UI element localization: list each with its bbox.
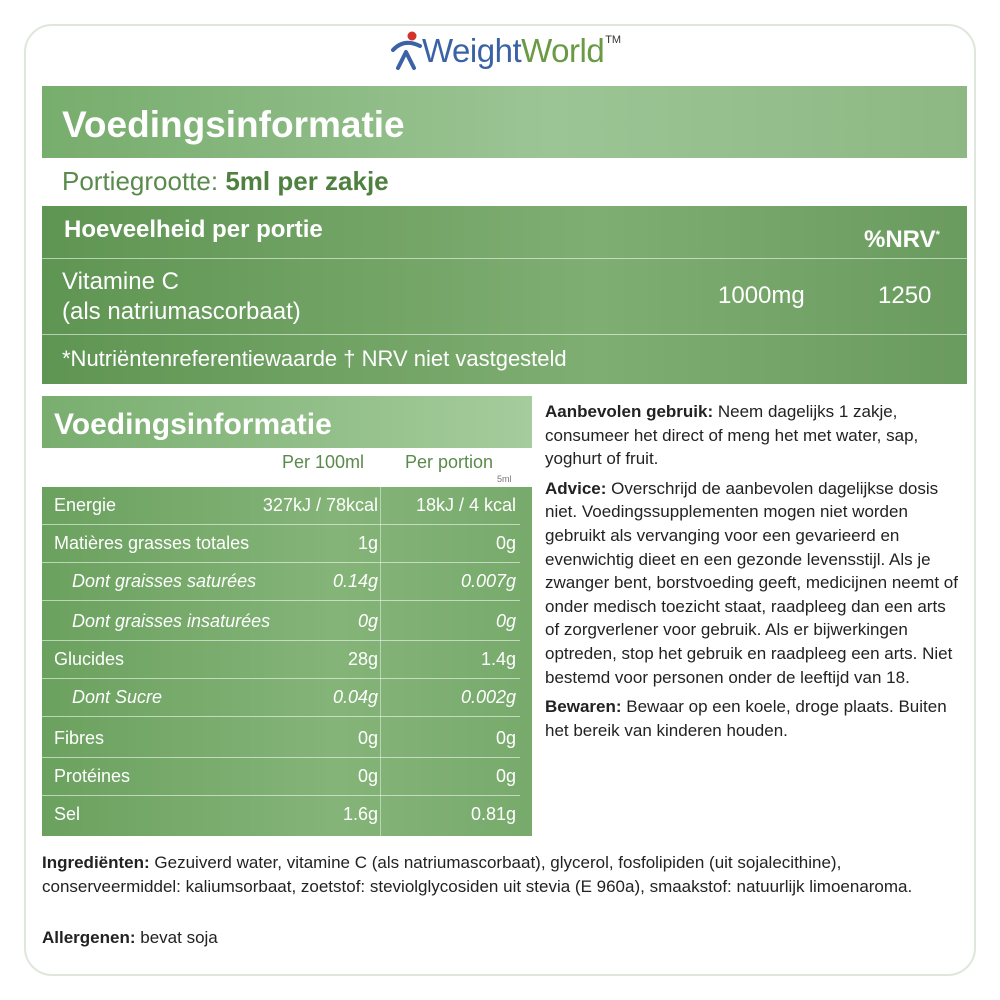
row-label: Dont graisses saturées <box>72 571 257 591</box>
nrv-header-text: %NRV <box>864 226 936 253</box>
row-portion: 0g <box>495 611 516 631</box>
row-portion: 0.81g <box>470 804 516 824</box>
nrv-header <box>864 226 940 254</box>
nutrient-form: (als natriumascorbaat) <box>62 298 301 325</box>
serving-size <box>42 158 967 206</box>
amount-per-serving-header: Hoeveelheid per portie <box>64 216 323 243</box>
row-per100: 1g <box>357 533 378 553</box>
storage-label: Bewaren: <box>545 697 622 717</box>
row-label: Dont Sucre <box>72 687 163 707</box>
row-portion: 0.007g <box>460 571 516 591</box>
panel-divider <box>42 258 967 259</box>
row-portion: 1.4g <box>480 649 516 669</box>
recommended-use-text: Neem dagelijks 1 zakje, consumeer het direct of meng het met water, sap, yoghurt of fruit. <box>545 402 919 469</box>
table-row <box>42 563 532 601</box>
row-portion: 0g <box>495 728 516 748</box>
table-row <box>42 758 532 796</box>
advice-label: Advice: <box>545 478 607 498</box>
nutrition-table <box>42 487 532 836</box>
recommended-use-label: Aanbevolen gebruik: <box>545 402 714 421</box>
trademark-mark: TM <box>605 34 622 46</box>
nutrition-table-title: Voedingsinformatie <box>42 396 532 448</box>
row-portion: 0g <box>495 766 516 786</box>
row-label: Glucides <box>54 649 125 669</box>
allergens-label: Allergenen: <box>42 928 136 947</box>
row-per100: 0g <box>357 728 378 748</box>
nrv-header-mark: * <box>935 229 940 241</box>
ingredients-label: Ingrediënten: <box>42 853 150 872</box>
brand-name-part1: Weight <box>422 31 522 69</box>
table-row <box>42 525 532 563</box>
row-portion: 18kJ / 4 kcal <box>415 495 516 515</box>
row-divider <box>42 600 520 601</box>
row-label: Sel <box>54 804 81 824</box>
serving-size-label: Portiegrootte: <box>62 166 219 196</box>
recommended-use <box>545 400 963 471</box>
vitamin-panel <box>42 206 967 334</box>
ingredients <box>42 851 942 898</box>
row-per100: 327kJ / 78kcal <box>262 495 378 515</box>
table-row <box>42 641 532 679</box>
table-row <box>42 679 532 717</box>
row-per100: 0g <box>357 766 378 786</box>
row-divider <box>42 716 520 717</box>
ingredients-text: Gezuiverd water, vitamine C (als natriumascorbaat), glycerol, fosfolipiden (uit sojalecithine), conserveermiddel: kaliumsorbaat, zoetstof: steviolglycosiden uit stevia (E 960a), smaakstof: natuurlijk limoenaroma. <box>42 853 913 896</box>
top-panel-title: Voedingsinformatie <box>42 86 967 158</box>
brand-logo <box>390 26 621 74</box>
storage-text: Bewaar op een koele, droge plaats. Buiten het bereik van kinderen houden. <box>545 697 947 740</box>
row-per100: 0g <box>357 611 378 631</box>
row-label: Dont graisses insaturées <box>72 611 271 631</box>
row-per100: 0.04g <box>332 687 378 707</box>
table-row <box>42 796 532 834</box>
row-per100: 1.6g <box>342 804 378 824</box>
table-row <box>42 487 532 525</box>
column-header-per100: Per 100ml <box>282 452 365 472</box>
nutrient-name: Vitamine C <box>62 268 179 295</box>
row-portion: 0g <box>495 533 516 553</box>
row-label: Energie <box>54 495 117 515</box>
column-portion-note: 5ml <box>497 474 512 484</box>
nrv-footnote: *Nutriëntenreferentiewaarde † NRV niet vastgesteld <box>42 334 967 384</box>
brand-name-part2: World <box>521 31 605 69</box>
row-label: Fibres <box>54 728 105 748</box>
column-header-portion: Per portion <box>405 452 494 472</box>
runner-figure-icon <box>390 28 424 72</box>
serving-size-value: 5ml per zakje <box>225 166 389 196</box>
usage-instructions <box>545 400 963 748</box>
row-label: Protéines <box>54 766 131 786</box>
nutrient-amount: 1000mg <box>718 282 805 309</box>
storage <box>545 695 963 742</box>
row-per100: 0.14g <box>332 571 378 591</box>
allergens <box>42 928 218 948</box>
advice <box>545 477 963 689</box>
row-portion: 0.002g <box>460 687 516 707</box>
row-label: Matières grasses totales <box>54 533 250 553</box>
advice-text: Overschrijd de aanbevolen dagelijkse dosis niet. Voedingssupplementen mogen niet worden gebruikt als vervanging voor een gevarieerd en evenwichtig dieet en een gezonde levensstijl. Als je zwanger bent, borstvoeding geeft, medicijnen neemt of onder medisch toezicht staat, raadpleeg dan een arts of zorgverlener voor gebruik. Als er bijwerkingen optreden, stop het gebruik en raadpleeg een arts. Niet bestemd voor personen onder de leeftijd van 18. <box>545 478 958 687</box>
nutrient-nrv: 1250 <box>878 282 932 309</box>
row-per100: 28g <box>347 649 378 669</box>
table-row <box>42 720 532 758</box>
table-row <box>42 603 532 641</box>
allergens-text: bevat soja <box>140 928 218 947</box>
